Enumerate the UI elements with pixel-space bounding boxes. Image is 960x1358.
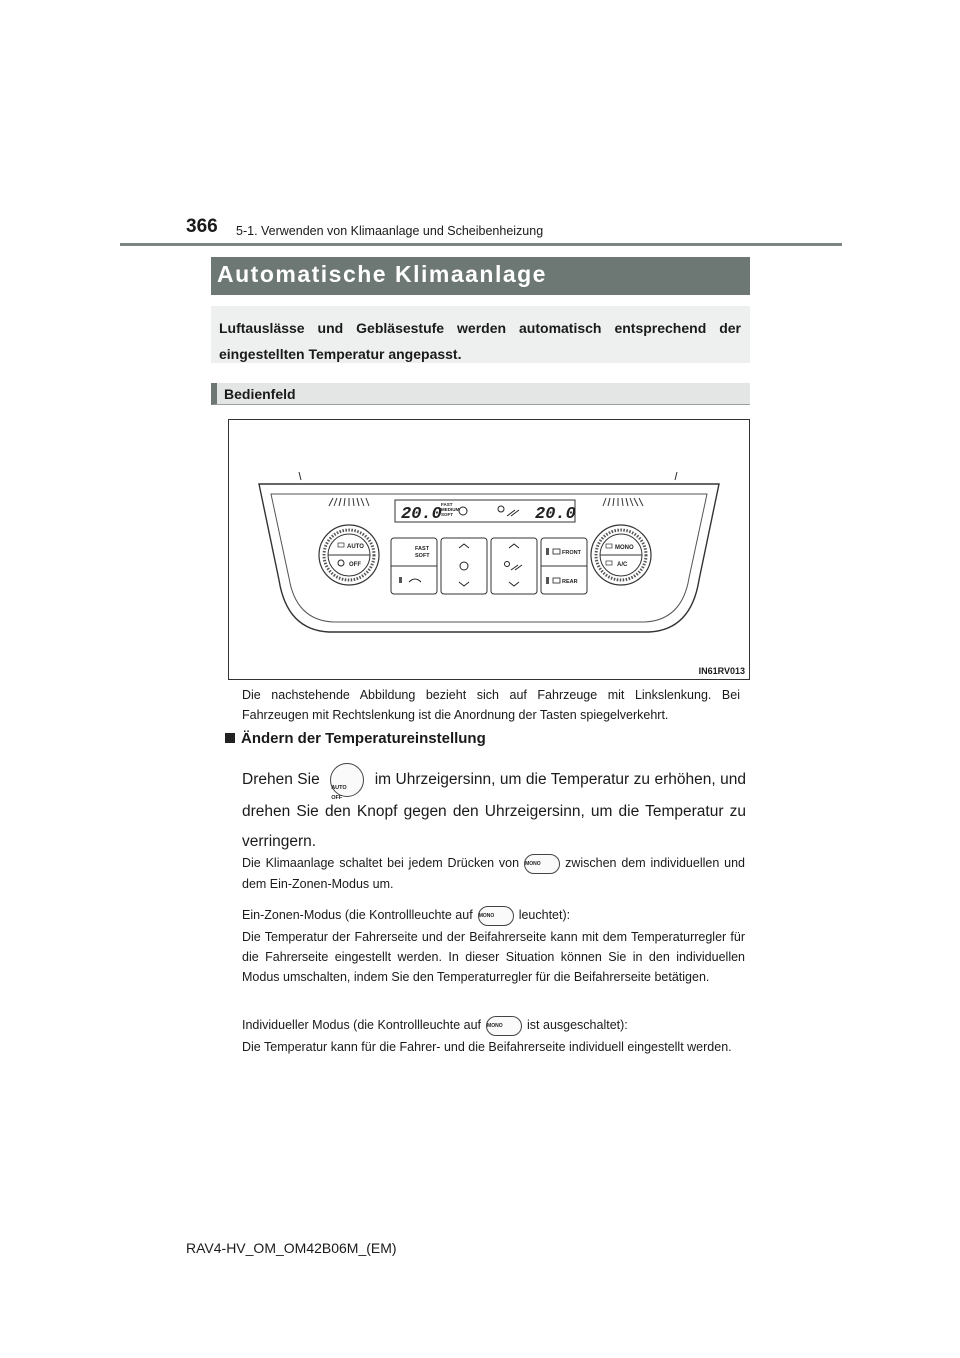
off-button-label: OFF [349, 562, 361, 568]
front-button-label: FRONT [562, 550, 581, 556]
rear-button-label: REAR [562, 579, 578, 585]
control-panel-illustration [229, 420, 749, 679]
auto-button-label: AUTO [347, 544, 364, 550]
figure-code: IN61RV013 [698, 666, 745, 676]
fast-button-label: FAST [415, 546, 430, 552]
single-zone-after: leuchtet): [518, 908, 571, 922]
display-mode-medium: MEDIUM [441, 507, 460, 512]
mono-button-icon: MONO [486, 1016, 522, 1036]
page-number: 366 [186, 216, 218, 237]
paragraph-main-before: Drehen Sie [242, 771, 320, 789]
display-mode-fast: FAST [441, 502, 453, 507]
individual-heading [242, 1015, 745, 1036]
display-left-temp: 20.0 [401, 505, 442, 524]
left-temp-knob[interactable] [319, 525, 379, 585]
chapter-header: 5-1. Verwenden von Klimaanlage und Scheibenheizung [236, 224, 544, 238]
paragraph-main-after: im Uhrzeigersinn, um die Temperatur zu erhöhen, und drehen Sie den Knopf gegen den Uhrzeigersinn, um die Temperatur zu verringern. [242, 771, 747, 850]
soft-button-label: SOFT [415, 553, 430, 559]
paragraph-mono-toggle [242, 853, 745, 894]
auto-off-knob-icon [330, 763, 364, 801]
ac-button-label: A/C [617, 562, 628, 568]
paragraph-mono-after: zwischen dem individuellen und dem Ein-Zonen-Modus um. [242, 856, 745, 891]
display-mode-soft: SOFT [441, 512, 453, 517]
single-zone-text: Die Temperatur der Fahrerseite und der Beifahrerseite kann mit dem Temperaturregler für die Fahrerseite eingestellt werden. In dieser Situation können Sie in den individuellen Modus umschalten, indem Sie den Temperaturregler für die Beifahrerseite betätigen. [242, 930, 745, 984]
mono-button-icon: MONO [524, 854, 560, 874]
figure-caption: Die nachstehende Abbildung bezieht sich auf Fahrzeuge mit Linkslenkung. Bei Fahrzeugen mit Rechtslenkung ist die Anordnung der Tasten spiegelverkehrt. [242, 688, 740, 722]
display-fan-icon [459, 507, 467, 515]
mono-button-icon: MONO [478, 906, 514, 926]
header-divider [120, 243, 842, 246]
section-heading [225, 730, 486, 747]
individual-before: Individueller Modus (die Kontrollleuchte auf [242, 1018, 482, 1032]
individual-after: ist ausgeschaltet): [527, 1018, 628, 1032]
square-bullet-icon [225, 733, 235, 743]
section-heading-text: Ändern der Temperatureinstellung [241, 730, 486, 747]
right-temp-knob[interactable] [591, 525, 651, 585]
individual-text: Die Temperatur kann für die Fahrer- und die Beifahrerseite individuell eingestellt werden. [242, 1040, 732, 1054]
knob-icon-off-label: OFF [331, 795, 343, 801]
document-code: RAV4-HV_OM_OM42B06M_(EM) [186, 1240, 397, 1256]
mono-button-label: MONO [615, 545, 634, 551]
control-panel-figure [228, 419, 750, 680]
subheading-bedienfeld: Bedienfeld [211, 383, 750, 405]
single-zone-before: Ein-Zonen-Modus (die Kontrollleuchte auf [242, 908, 473, 922]
page-title: Automatische Klimaanlage [211, 257, 750, 295]
paragraph-mono-before: Die Klimaanlage schaltet bei jedem Drücken von [242, 856, 520, 870]
display-right-temp: 20.0 [535, 505, 576, 524]
paragraph-rotate-knob [242, 763, 746, 857]
knob-icon-auto-label: AUTO [331, 785, 347, 791]
intro-box: Luftauslässe und Gebläsestufe werden automatisch entsprechend der eingestellten Temperatur angepasst. [211, 306, 750, 363]
single-zone-heading [242, 905, 745, 926]
display-airflow-icon [498, 506, 519, 516]
